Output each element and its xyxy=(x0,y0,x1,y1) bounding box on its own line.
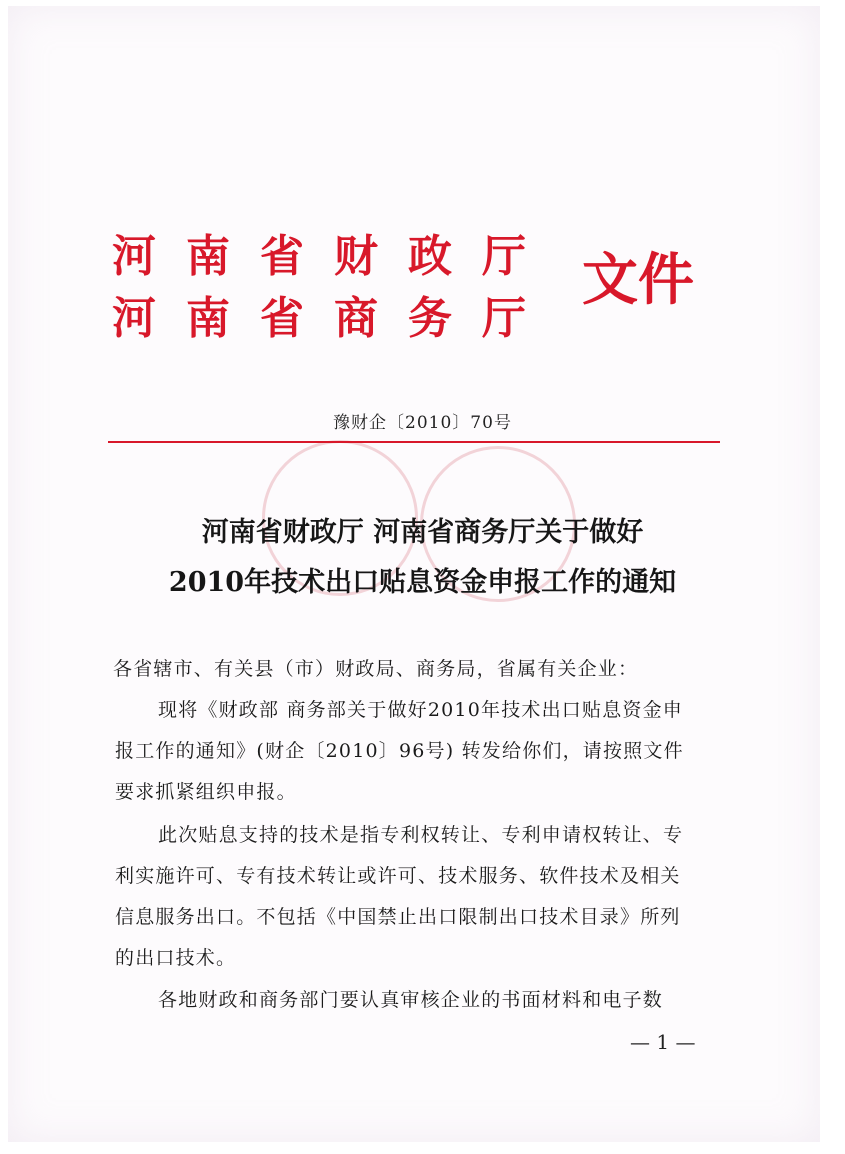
masthead-char: 务 xyxy=(408,293,452,344)
bleed-through-text xyxy=(110,128,845,165)
masthead-line-1 xyxy=(112,231,556,282)
notice-title-line-2: 2010年技术出口贴息资金申报工作的通知 xyxy=(168,567,677,598)
red-divider xyxy=(108,441,720,443)
masthead-char: 商 xyxy=(334,293,378,344)
paragraph-1-line: 报工作的通知》(财企〔2010〕96号) 转发给你们，请按照文件 xyxy=(115,740,684,762)
paragraph-2-line: 利实施许可、专有技术转让或许可、技术服务、软件技术及相关 xyxy=(115,865,681,887)
masthead-char: 南 xyxy=(186,231,230,282)
masthead-char: 河 xyxy=(112,231,156,282)
masthead-char: 厅 xyxy=(482,293,526,344)
document-number: 豫财企〔2010〕70号 xyxy=(333,413,512,433)
paragraph-1-line: 现将《财政部 商务部关于做好2010年技术出口贴息资金申 xyxy=(158,699,683,721)
masthead-char: 省 xyxy=(260,293,304,344)
masthead-char: 厅 xyxy=(482,231,526,282)
masthead-char: 政 xyxy=(408,231,452,282)
masthead-char: 省 xyxy=(260,231,304,282)
masthead-char: 财 xyxy=(334,231,378,282)
notice-title-line-1: 河南省财政厅 河南省商务厅关于做好 xyxy=(201,517,644,548)
paragraph-2-line: 的出口技术。 xyxy=(115,947,237,969)
paragraph-3-line: 各地财政和商务部门要认真审核企业的书面材料和电子数 xyxy=(158,989,664,1011)
masthead-line-2 xyxy=(112,293,556,344)
page-number: — 1 — xyxy=(630,1030,696,1054)
paragraph-2-line: 信息服务出口。不包括《中国禁止出口限制出口技术目录》所列 xyxy=(115,906,681,928)
masthead-char: 南 xyxy=(186,293,230,344)
masthead-char: 河 xyxy=(112,293,156,344)
masthead-doc-type: 文件 xyxy=(582,247,694,313)
salutation: 各省辖市、有关县（市）财政局、商务局，省属有关企业： xyxy=(113,658,639,680)
paragraph-2-line: 此次贴息支持的技术是指专利权转让、专利申请权转让、专 xyxy=(158,824,684,846)
paragraph-1-line: 要求抓紧组织申报。 xyxy=(115,781,297,803)
